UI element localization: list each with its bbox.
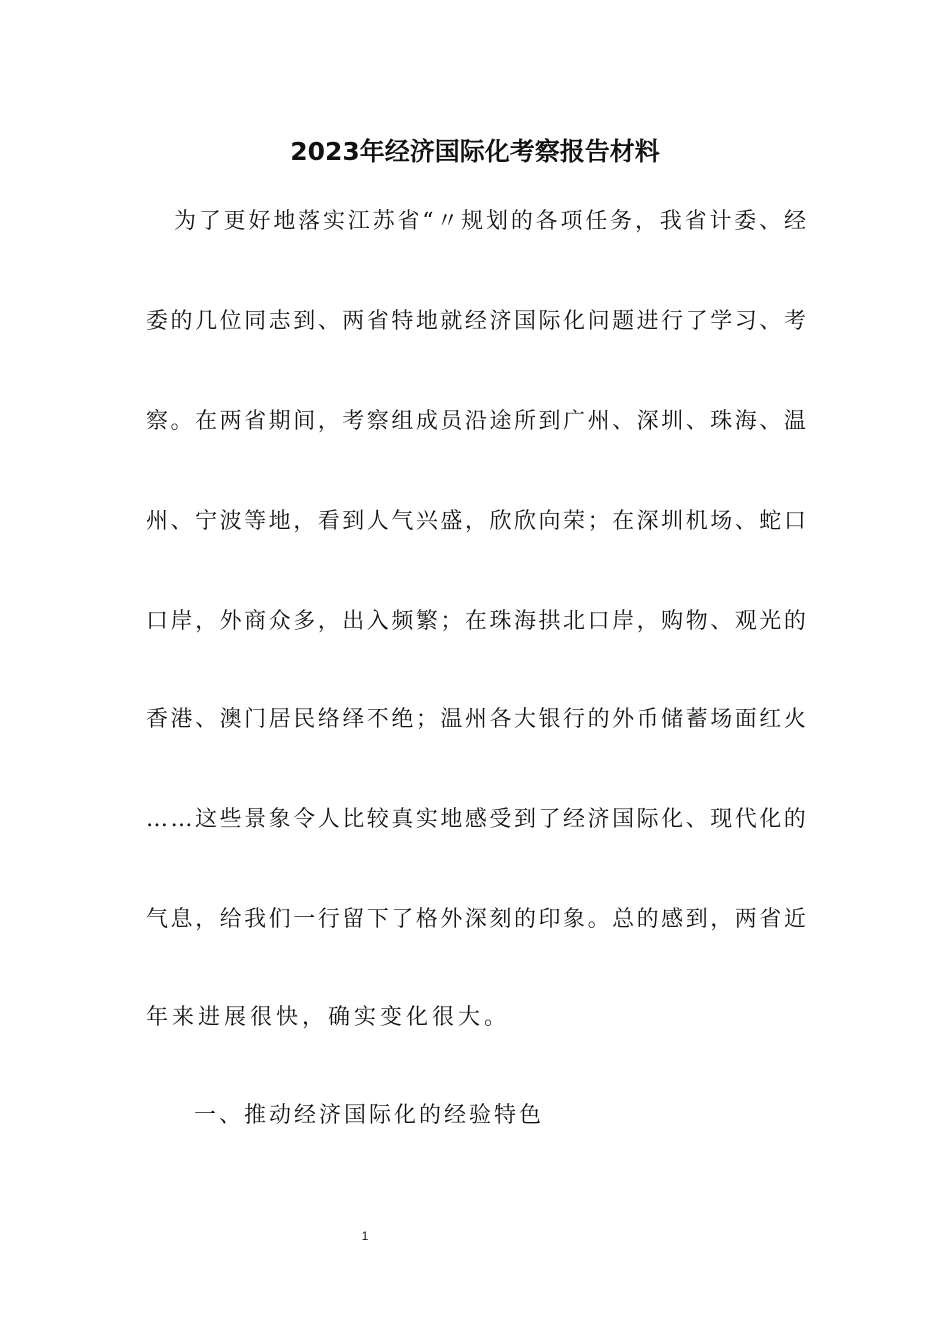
glyph: 购 [661, 609, 684, 634]
glyph: 们 [268, 907, 291, 932]
glyph: 员 [440, 409, 463, 434]
glyph: 深 [636, 509, 659, 534]
glyph: 人 [366, 509, 389, 534]
glyph: 景 [244, 807, 267, 832]
glyph: 了 [538, 807, 561, 832]
glyph: 、 [685, 409, 708, 434]
glyph: 、 [317, 309, 340, 334]
glyph: ， [195, 609, 218, 634]
glyph: 圳 [661, 409, 684, 434]
glyph: 经 [783, 209, 806, 234]
glyph: 为 [174, 209, 197, 234]
glyph: 化 [563, 309, 586, 334]
glyph: 地 [440, 807, 463, 832]
glyph: 任 [585, 209, 608, 234]
glyph: 了 [685, 309, 708, 334]
glyph: 规 [461, 209, 484, 234]
glyph: 代 [734, 807, 757, 832]
glyph: 出 [342, 609, 365, 634]
glyph: 期 [268, 409, 291, 434]
glyph: 位 [219, 309, 242, 334]
glyph: ， [195, 907, 218, 932]
glyph: 、 [759, 409, 782, 434]
glyph: 珠 [710, 409, 733, 434]
glyph: 等 [244, 509, 267, 534]
glyph: 两 [342, 309, 365, 334]
glyph: 经 [464, 309, 487, 334]
glyph: 绎 [342, 707, 365, 732]
glyph: 象 [563, 907, 586, 932]
glyph: 志 [268, 309, 291, 334]
glyph: 银 [538, 707, 561, 732]
glyph: 济 [587, 807, 610, 832]
glyph: 气 [146, 907, 169, 932]
glyph: 门 [244, 707, 267, 732]
glyph: 我 [659, 209, 682, 234]
glyph: 题 [612, 309, 635, 334]
glyph: 省 [244, 409, 267, 434]
glyph: 现 [710, 807, 733, 832]
glyph: 省 [397, 209, 420, 234]
glyph: … [146, 807, 168, 832]
glyph: 绝 [391, 707, 414, 732]
glyph: 宁 [195, 509, 218, 534]
glyph: 行 [563, 707, 586, 732]
glyph: 商 [244, 609, 267, 634]
glyph: ， [317, 409, 340, 434]
glyph: 珠 [489, 609, 512, 634]
glyph: 成 [415, 409, 438, 434]
glyph: 外 [219, 609, 242, 634]
glyph: 大 [513, 707, 536, 732]
glyph: 化 [759, 807, 782, 832]
glyph: 下 [366, 907, 389, 932]
glyph: 化 [661, 807, 684, 832]
glyph: 在 [464, 609, 487, 634]
glyph: 我 [244, 907, 267, 932]
glyph: ， [317, 609, 340, 634]
glyph: 面 [734, 707, 757, 732]
glyph: 组 [391, 409, 414, 434]
glyph: 计 [709, 209, 732, 234]
glyph: 。 [170, 409, 193, 434]
glyph: 外 [612, 707, 635, 732]
glyph: 居 [268, 707, 291, 732]
glyph: 格 [415, 907, 438, 932]
glyph: 温 [783, 409, 806, 434]
glyph: 口 [146, 609, 169, 634]
glyph: 委 [146, 309, 169, 334]
glyph: 州 [464, 707, 487, 732]
glyph: 多 [293, 609, 316, 634]
glyph: 留 [342, 907, 365, 932]
glyph: 令 [293, 807, 316, 832]
glyph: 了 [198, 209, 221, 234]
glyph: 物 [685, 609, 708, 634]
glyph: 看 [317, 509, 340, 534]
glyph: 广 [563, 409, 586, 434]
glyph: 给 [219, 907, 242, 932]
glyph: 。 [587, 907, 610, 932]
glyph: 到 [342, 509, 365, 534]
glyph: 实 [415, 807, 438, 832]
glyph: 间 [293, 409, 316, 434]
glyph: 沿 [464, 409, 487, 434]
glyph: 海 [513, 609, 536, 634]
glyph: 到 [685, 907, 708, 932]
glyph: 州 [587, 409, 610, 434]
glyph: 察 [146, 409, 169, 434]
glyph: 众 [268, 609, 291, 634]
glyph: ； [587, 509, 610, 534]
glyph: 国 [513, 309, 536, 334]
glyph: 、 [710, 609, 733, 634]
glyph: 特 [391, 309, 414, 334]
glyph: 、 [195, 707, 218, 732]
glyph: 的 [513, 907, 536, 932]
glyph: 考 [783, 309, 806, 334]
glyph: 划 [486, 209, 509, 234]
glyph: 察 [366, 409, 389, 434]
glyph: 深 [464, 907, 487, 932]
glyph: 观 [734, 609, 757, 634]
glyph: 、 [759, 309, 782, 334]
paragraph-line [146, 402, 806, 442]
glyph: 学 [710, 309, 733, 334]
glyph: 港 [170, 707, 193, 732]
paragraph-line [146, 302, 806, 342]
glyph: 象 [268, 807, 291, 832]
glyph: 口 [783, 509, 806, 534]
glyph: 国 [612, 807, 635, 832]
glyph: 到 [293, 309, 316, 334]
glyph: 途 [489, 409, 512, 434]
glyph: ， [464, 509, 487, 534]
glyph: 印 [538, 907, 561, 932]
glyph: 两 [734, 907, 757, 932]
section-heading: 一、推动经济国际化的经验特色 [194, 1103, 545, 1128]
glyph: 考 [342, 409, 365, 434]
glyph: 落 [298, 209, 321, 234]
glyph: 几 [195, 309, 218, 334]
paragraph-line [146, 700, 806, 740]
glyph: 北 [563, 609, 586, 634]
glyph: 火 [783, 707, 806, 732]
glyph: 实 [322, 209, 345, 234]
glyph: 欣 [513, 509, 536, 534]
glyph: 济 [489, 309, 512, 334]
glyph: ， [293, 509, 316, 534]
glyph: 就 [440, 309, 463, 334]
glyph: 温 [440, 707, 463, 732]
glyph: 拱 [538, 609, 561, 634]
glyph: 到 [538, 409, 561, 434]
glyph: 欣 [489, 509, 512, 534]
glyph: … [170, 807, 193, 832]
glyph: 经 [563, 807, 586, 832]
glyph: 地 [268, 509, 291, 534]
glyph: 在 [612, 509, 635, 534]
glyph: 岸 [612, 609, 635, 634]
glyph: 的 [783, 807, 806, 832]
glyph: 、 [759, 209, 782, 234]
glyph: 感 [661, 907, 684, 932]
glyph: 储 [661, 707, 684, 732]
glyph: 所 [513, 409, 536, 434]
glyph: 、 [612, 409, 635, 434]
glyph: 省 [759, 907, 782, 932]
paragraph-line [146, 800, 806, 840]
glyph: 机 [685, 509, 708, 534]
paragraph-line [146, 900, 806, 940]
glyph: 荣 [563, 509, 586, 534]
glyph: 入 [366, 609, 389, 634]
glyph: 较 [366, 807, 389, 832]
paragraph-line [146, 502, 806, 542]
glyph: 更 [223, 209, 246, 234]
glyph: 习 [734, 309, 757, 334]
glyph: 繁 [415, 609, 438, 634]
glyph: ， [710, 907, 733, 932]
glyph: 江 [347, 209, 370, 234]
glyph: 进 [636, 309, 659, 334]
glyph: 口 [587, 609, 610, 634]
glyph: 币 [636, 707, 659, 732]
paragraph-line-last [146, 998, 806, 1038]
glyph: 光 [759, 609, 782, 634]
glyph: ， [636, 609, 659, 634]
glyph: 务 [610, 209, 633, 234]
glyph: 各 [535, 209, 558, 234]
paragraph-line [174, 202, 806, 242]
glyph: 波 [219, 509, 242, 534]
glyph: 在 [195, 409, 218, 434]
glyph: 场 [710, 707, 733, 732]
glyph: 行 [661, 309, 684, 334]
glyph: ， [634, 209, 657, 234]
glyph: 问 [587, 309, 610, 334]
glyph: 各 [489, 707, 512, 732]
glyph: 频 [391, 609, 414, 634]
glyph: 近 [783, 907, 806, 932]
glyph: 香 [146, 707, 169, 732]
glyph: 一 [293, 907, 316, 932]
glyph: ； [415, 707, 438, 732]
glyph: 比 [342, 807, 365, 832]
glyph: 到 [513, 807, 536, 832]
glyph: 、 [685, 807, 708, 832]
glyph: 这 [195, 807, 218, 832]
document-title: 2023年经济国际化考察报告材料 [290, 137, 660, 166]
glyph: 的 [170, 309, 193, 334]
glyph: 外 [440, 907, 463, 932]
glyph: 盛 [440, 509, 463, 534]
glyph: 了 [391, 907, 414, 932]
glyph: 些 [219, 807, 242, 832]
glyph: 不 [366, 707, 389, 732]
glyph: 、 [170, 509, 193, 534]
glyph: 委 [734, 209, 757, 234]
glyph: 项 [560, 209, 583, 234]
paragraph-line-text: 年来进展很快，确实变化很大。 [146, 1005, 511, 1030]
glyph: 兴 [415, 509, 438, 534]
glyph: 场 [710, 509, 733, 534]
glyph: 澳 [219, 707, 242, 732]
glyph: 络 [317, 707, 340, 732]
glyph: 蛇 [759, 509, 782, 534]
glyph: 际 [636, 807, 659, 832]
glyph: 的 [587, 707, 610, 732]
glyph: 刻 [489, 907, 512, 932]
glyph: 同 [244, 309, 267, 334]
paragraph-line [146, 602, 806, 642]
glyph: ； [440, 609, 463, 634]
glyph: 海 [734, 409, 757, 434]
glyph: “ [422, 209, 434, 234]
glyph: 气 [391, 509, 414, 534]
glyph: 总 [612, 907, 635, 932]
glyph: 受 [489, 807, 512, 832]
glyph: 红 [759, 707, 782, 732]
glyph: 地 [273, 209, 296, 234]
glyph: 感 [464, 807, 487, 832]
glyph: 民 [293, 707, 316, 732]
glyph: 的 [783, 609, 806, 634]
page-number: 1 [361, 1229, 369, 1243]
glyph: 、 [734, 509, 757, 534]
glyph: 苏 [372, 209, 395, 234]
glyph: 向 [538, 509, 561, 534]
glyph: 州 [146, 509, 169, 534]
glyph: 人 [317, 807, 340, 832]
glyph: 息 [170, 907, 193, 932]
glyph: 深 [636, 409, 659, 434]
glyph: 真 [391, 807, 414, 832]
glyph: 省 [684, 209, 707, 234]
glyph: 两 [219, 409, 242, 434]
glyph: 际 [538, 309, 561, 334]
glyph: 的 [510, 209, 533, 234]
glyph: 〃 [436, 209, 459, 234]
glyph: 好 [248, 209, 271, 234]
glyph: 圳 [661, 509, 684, 534]
glyph: 蓄 [685, 707, 708, 732]
glyph: 地 [415, 309, 438, 334]
glyph: 省 [366, 309, 389, 334]
glyph: 行 [317, 907, 340, 932]
glyph: 岸 [170, 609, 193, 634]
glyph: 的 [636, 907, 659, 932]
